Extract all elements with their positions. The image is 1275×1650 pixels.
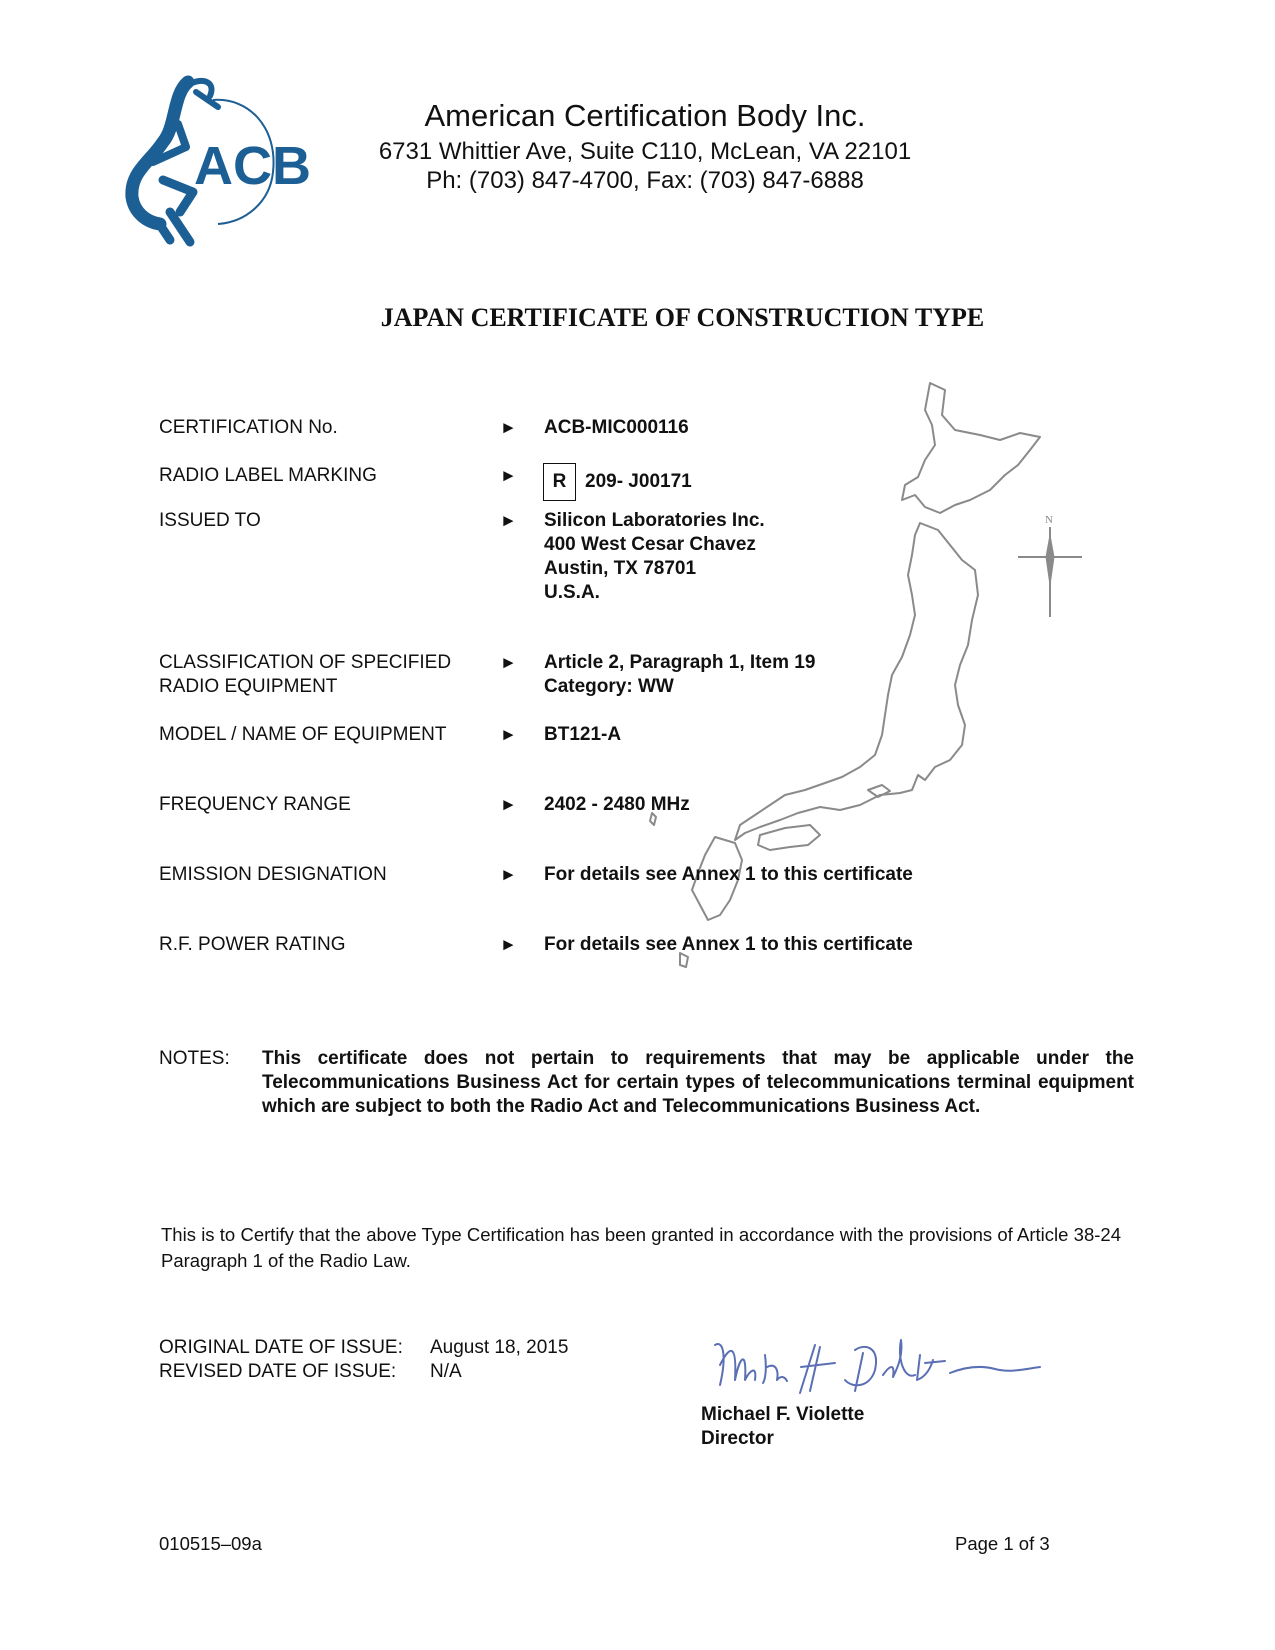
arrow-icon: ►	[500, 935, 517, 954]
classification-label: RADIO EQUIPMENT	[159, 676, 338, 697]
notes-label: NOTES:	[159, 1048, 230, 1069]
frequency-value: 2402 - 2480 MHz	[544, 794, 690, 815]
model-label: MODEL / NAME OF EQUIPMENT	[159, 724, 447, 745]
radio-label-value: 209- J00171	[585, 471, 692, 492]
arrow-icon: ►	[500, 466, 517, 485]
arrow-icon: ►	[500, 795, 517, 814]
arrow-icon: ►	[500, 653, 517, 672]
issued-to-line: Austin, TX 78701	[544, 558, 697, 579]
classification-value: Article 2, Paragraph 1, Item 19	[544, 652, 816, 673]
emission-value: For details see Annex 1 to this certificate	[544, 864, 913, 885]
issued-to-line: Silicon Laboratories Inc.	[544, 510, 765, 531]
frequency-label: FREQUENCY RANGE	[159, 794, 351, 815]
revised-date-value: N/A	[430, 1361, 462, 1382]
radio-mark-box: R	[543, 463, 576, 501]
arrow-icon: ►	[500, 418, 517, 437]
notes-text: This certificate does not pertain to requirements that may be applicable under the Telecommunications Business Act for certain types of telecommunications terminal equipment which are subject to both the Radio Act and Telecommunications Business Act.	[262, 1048, 1134, 1117]
original-date-label: ORIGINAL DATE OF ISSUE:	[159, 1337, 403, 1358]
organization-name: American Certification Body Inc.	[424, 98, 866, 133]
cert-no-value: ACB-MIC000116	[544, 417, 689, 438]
document-title: JAPAN CERTIFICATE OF CONSTRUCTION TYPE	[380, 303, 985, 332]
logo-text: ACB	[194, 136, 311, 196]
certification-statement: This is to Certify that the above Type Certification has been granted in accordance with the provisions of Article 38-24 Paragraph 1 of the Radio Law.	[161, 1224, 1121, 1271]
issued-to-label: ISSUED TO	[159, 510, 261, 531]
model-value: BT121-A	[544, 724, 622, 745]
classification-value: Category: WW	[544, 676, 674, 697]
arrow-icon: ►	[500, 511, 517, 530]
organization-phone: Ph: (703) 847-4700, Fax: (703) 847-6888	[426, 167, 864, 194]
revised-date-label: REVISED DATE OF ISSUE:	[159, 1361, 397, 1382]
emission-label: EMISSION DESIGNATION	[159, 864, 387, 885]
radio-label-label: RADIO LABEL MARKING	[159, 465, 377, 486]
arrow-icon: ►	[500, 725, 517, 744]
page-number: Page 1 of 3	[955, 1533, 1050, 1554]
form-id: 010515–09a	[159, 1533, 262, 1554]
arrow-icon: ►	[500, 865, 517, 884]
cert-no-label: CERTIFICATION No.	[159, 417, 338, 438]
issued-to-line: U.S.A.	[544, 582, 600, 603]
signatory-name: Michael F. Violette	[701, 1404, 865, 1425]
rf-power-value: For details see Annex 1 to this certificate	[544, 934, 913, 955]
organization-address: 6731 Whittier Ave, Suite C110, McLean, VA 22101	[378, 138, 912, 165]
acb-logo	[118, 72, 311, 247]
compass-north-label: N	[1045, 514, 1053, 526]
original-date-value: August 18, 2015	[430, 1337, 569, 1358]
classification-label: CLASSIFICATION OF SPECIFIED	[159, 652, 452, 673]
issued-to-line: 400 West Cesar Chavez	[544, 534, 756, 555]
rf-power-label: R.F. POWER RATING	[159, 934, 346, 955]
signatory-title: Director	[701, 1428, 774, 1449]
handwritten-signature	[705, 1325, 1050, 1405]
